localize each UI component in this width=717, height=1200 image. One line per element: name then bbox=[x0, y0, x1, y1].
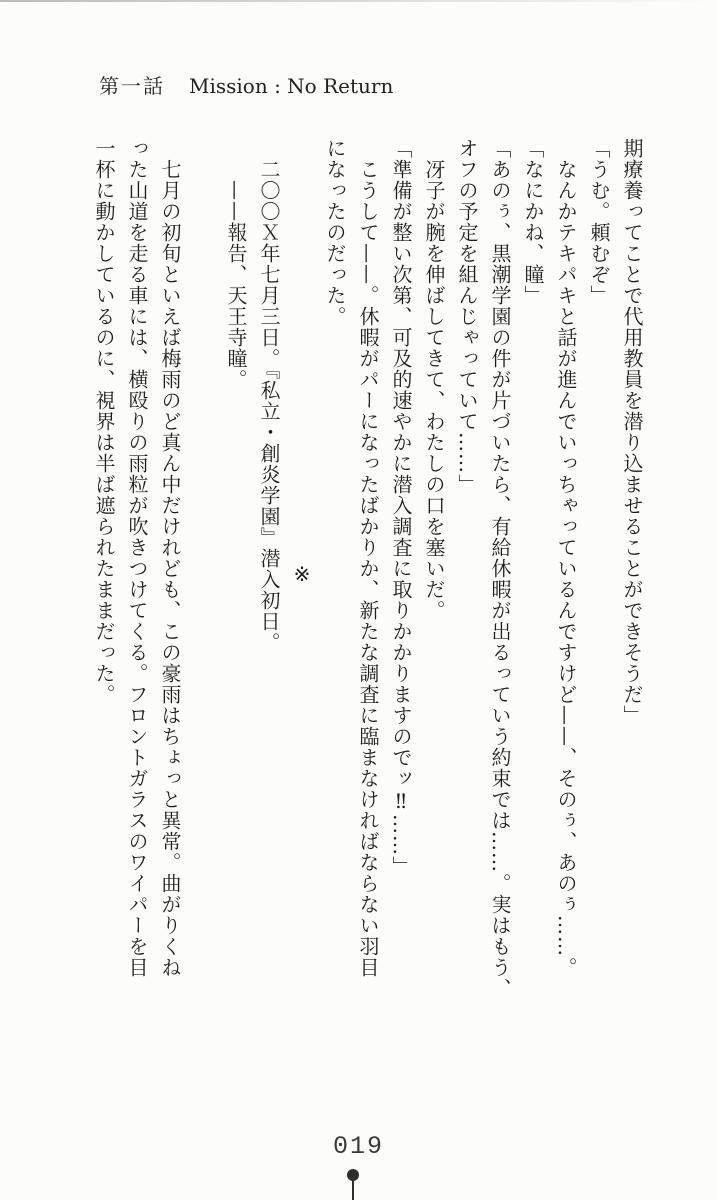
text-column: こうして——。休暇がパーになったばかりか、新たな調査に臨まなければならない羽目 bbox=[356, 138, 380, 978]
text-column: オフの予定を組んじゃっていて……」 bbox=[455, 138, 479, 495]
text-column: った山道を走る車には、横殴りの雨粒が吹きつけてくる。フロントガラスのワイパーを目 bbox=[125, 138, 149, 978]
section-separator: ※ bbox=[290, 561, 314, 587]
page-number: 019 bbox=[332, 1132, 384, 1161]
text-column: 「準備が整い次第、可及的速やかに潜入調査に取りかかりますのでッ‼……」 bbox=[389, 138, 413, 877]
text-column: なんかテキパキと話が進んでいっちゃっているんですけど——、そのぅ、あのぅ……。 bbox=[554, 138, 578, 978]
blank-column bbox=[186, 138, 219, 1010]
text-column: 「なにかね、瞳」 bbox=[521, 138, 545, 306]
footer-line-ornament bbox=[352, 1179, 354, 1200]
scan-edge-artifact bbox=[0, 0, 717, 2]
text-column: になったのだった。 bbox=[323, 138, 347, 327]
text-column: 冴子が腕を伸ばしてきて、わたしの口を塞いだ。 bbox=[422, 138, 446, 621]
chapter-title: Mission : No Return bbox=[189, 74, 394, 98]
text-column: ——報告、天王寺瞳。 bbox=[224, 138, 248, 390]
chapter-header bbox=[99, 70, 393, 99]
text-column: 七月の初旬といえば梅雨のど真ん中だけれども、この豪雨はちょっと異常。曲がりくね bbox=[158, 138, 182, 978]
text-column: 一杯に動かしているのに、視界は半ば遮られたままだった。 bbox=[92, 138, 116, 705]
chapter-number: 第一話 bbox=[99, 74, 165, 98]
text-column: 「あのぅ、黒潮学園の件が片づいたら、有給休暇が出るっていう約束では……。実はもう、 bbox=[488, 138, 512, 999]
text-column: 期療養ってことで代用教員を潜り込ませることができそうだ」 bbox=[620, 138, 644, 726]
text-column: 二〇〇Ｘ年七月三日。『私立・創炎学園』潜入初日。 bbox=[257, 138, 281, 653]
text-column: 「うむ。頼むぞ」 bbox=[587, 138, 611, 306]
body-text bbox=[87, 138, 648, 1010]
